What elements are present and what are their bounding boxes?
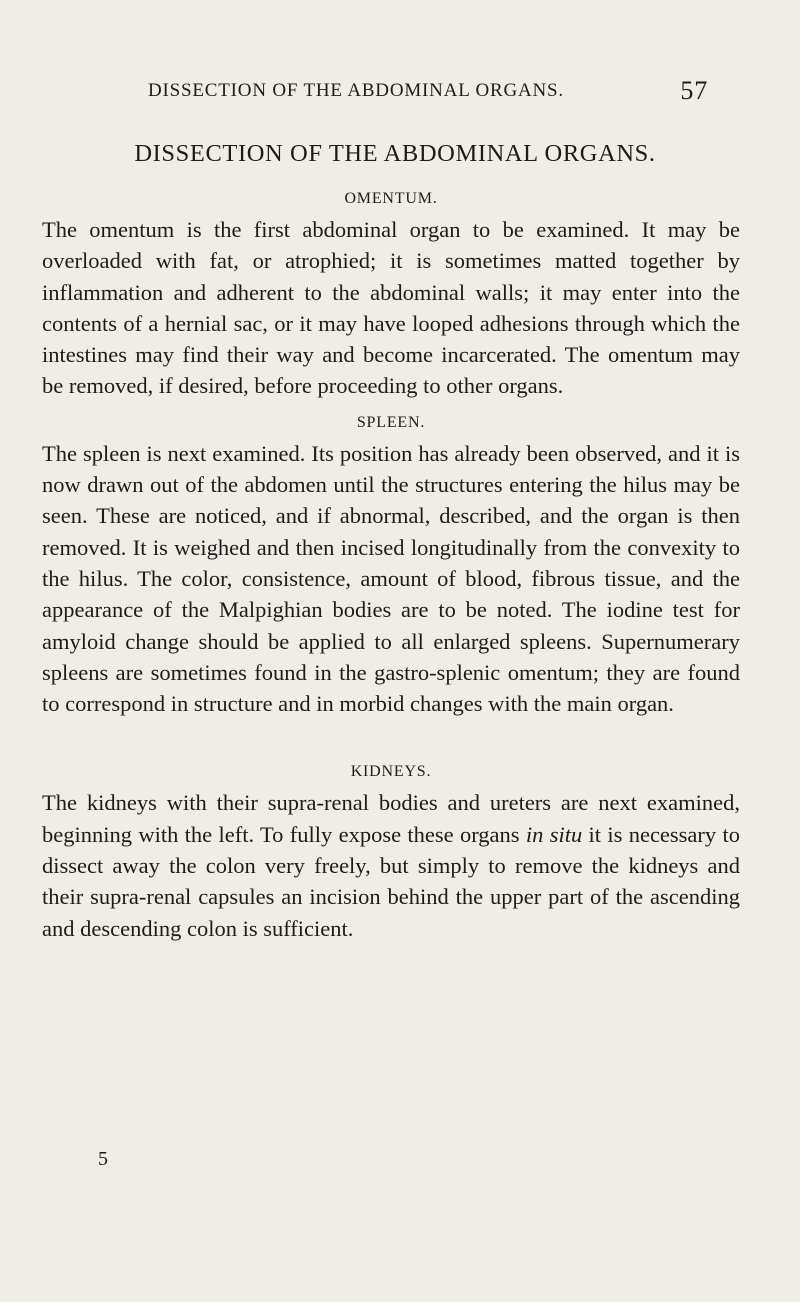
italic-in-situ: in situ: [525, 821, 583, 847]
section-heading-kidneys: KIDNEYS.: [350, 763, 432, 781]
running-head: [148, 76, 708, 110]
running-head-title: DISSECTION OF THE ABDOMINAL ORGANS.: [148, 80, 564, 101]
section-kidneys: [42, 763, 740, 943]
paragraph-kidneys-part-2: it is necessary to dissect away the colon very freely, but simply to remove the kidneys and their supra-renal capsules an incision behind the upper part of the ascending and descending colon is sufficient.: [42, 821, 740, 941]
chapter-title: DISSECTION OF THE ABDOMINAL ORGANS.: [134, 140, 656, 167]
page-number: 57: [680, 76, 708, 105]
paragraph-kidneys: [42, 787, 740, 943]
section-heading-omentum: OMENTUM.: [344, 190, 438, 207]
paragraph-kidneys-part-1: The kidneys with their supra-renal bodies and ureters are next examined, beginning with the left. To fully expose these organs: [42, 790, 740, 847]
section-omentum: [42, 190, 740, 402]
section-spleen: [42, 414, 740, 720]
paragraph-omentum: The omentum is the first abdominal organ to be examined. It may be overloaded with fat, or atrophied; it is sometimes matted together by inflammation and adherent to the abdominal walls; it may enter into the contents of a hernial sac, or it may have looped adhesions through which the intestines may find their way and become incarcerated. The omentum may be removed, if desired, before proceeding to other organs.: [42, 217, 740, 399]
signature-mark: 5: [98, 1148, 108, 1170]
page-content: [42, 140, 740, 944]
section-heading-spleen: SPLEEN.: [356, 413, 426, 431]
paragraph-spleen: The spleen is next examined. Its position has already been observed, and it is now drawn out of the abdomen until the structures entering the hilus may be seen. These are noticed, and if abnormal, described, and the organ is then removed. It is weighed and then incised longitudinally from the convexity to the hilus. The color, consistence, amount of blood, fibrous tissue, and the appearance of the Malpighian bodies are to be noted. The iodine test for amyloid change should be applied to all enlarged spleens. Supernumerary spleens are sometimes found in the gastro-splenic omentum; they are found to correspond in structure and in morbid changes with the main organ.: [42, 440, 740, 717]
